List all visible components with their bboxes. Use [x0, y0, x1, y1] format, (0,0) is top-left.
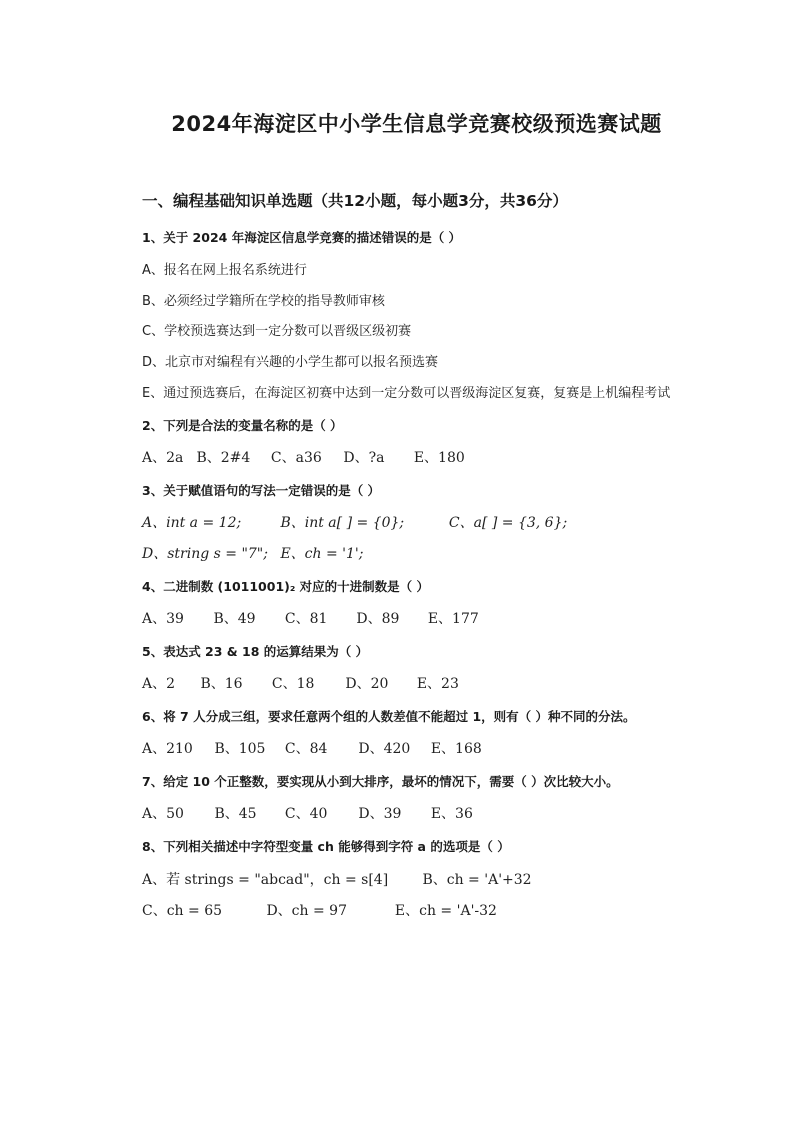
question-3-option-e: E、ch = '1'; — [280, 546, 364, 562]
question-4-options — [142, 608, 498, 628]
question-2-options — [142, 447, 474, 467]
question-8-options-row-2 — [142, 900, 515, 920]
question-4-option-e: E、177 — [427, 611, 479, 627]
question-7-stem: 7、给定 10 个正整数，要实现从小到大排序，最坏的情况下，需要（ ）次比较大小。 — [142, 774, 619, 789]
question-2-option-d: D、?a — [343, 450, 385, 466]
question-7-options — [142, 803, 491, 823]
question-1-stem: 1、关于 2024 年海淀区信息学竞赛的描述错误的是（ ） — [142, 230, 462, 245]
question-3-options-row-1 — [142, 512, 579, 532]
question-8-option-e: E、ch = 'A'-32 — [394, 903, 497, 919]
question-8-option-d: D、ch = 97 — [266, 903, 347, 919]
question-5-option-d: D、20 — [345, 676, 389, 692]
question-2-option-e: E、180 — [413, 450, 465, 466]
question-6-option-d: D、420 — [358, 741, 411, 757]
question-3-stem: 3、关于赋值语句的写法一定错误的是（ ） — [142, 483, 381, 498]
question-5-option-e: E、23 — [416, 676, 459, 692]
question-8-option-a: A、若 strings = "abcad"，ch = s[4] — [142, 872, 389, 888]
question-5-stem: 5、表达式 23 & 18 的运算结果为（ ） — [142, 644, 369, 659]
section-title: 一、编程基础知识单选题（共12小题，每小题3分，共36分） — [142, 192, 568, 210]
question-7-option-b: B、45 — [214, 806, 257, 822]
question-8-stem: 8、下列相关描述中字符型变量 ch 能够得到字符 a 的选项是（ ） — [142, 839, 510, 854]
question-3-option-b: B、int a[ ] = {0}; — [280, 515, 405, 531]
question-7-option-d: D、39 — [358, 806, 402, 822]
page-title: 2024年海淀区中小学生信息学竞赛校级预选赛试题 — [171, 112, 662, 136]
question-4-option-a: A、39 — [142, 611, 184, 627]
question-6-option-a: A、210 — [142, 741, 193, 757]
question-5-option-b: B、16 — [200, 676, 243, 692]
question-6-option-e: E、168 — [430, 741, 482, 757]
question-3-option-c: C、a[ ] = {3, 6}; — [448, 515, 568, 531]
question-2-stem: 2、下列是合法的变量名称的是（ ） — [142, 418, 343, 433]
question-4-option-b: B、49 — [213, 611, 256, 627]
question-3-options-row-2 — [142, 543, 400, 563]
question-6-stem: 6、将 7 人分成三组，要求任意两个组的人数差值不能超过 1，则有（ ）种不同的分法。 — [142, 709, 636, 724]
question-4-option-c: C、81 — [284, 611, 328, 627]
question-2-option-b: B、2#4 — [196, 450, 251, 466]
question-8-options-row-1 — [142, 869, 552, 889]
question-1-option-d: D、北京市对编程有兴趣的小学生都可以报名预选赛 — [142, 355, 439, 370]
question-6-option-c: C、84 — [284, 741, 328, 757]
question-5-options — [142, 673, 477, 693]
question-7-option-e: E、36 — [430, 806, 473, 822]
question-4-option-d: D、89 — [356, 611, 400, 627]
question-4-stem: 4、二进制数 (1011001)₂ 对应的十进制数是（ ） — [142, 579, 430, 594]
question-5-option-c: C、18 — [271, 676, 315, 692]
question-1-option-c: C、学校预选赛达到一定分数可以晋级区级初赛 — [142, 324, 412, 339]
question-8-option-c: C、ch = 65 — [142, 903, 223, 919]
question-2-option-a: A、2a — [142, 450, 184, 466]
question-7-option-a: A、50 — [142, 806, 184, 822]
question-1-option-e: E、通过预选赛后，在海淀区初赛中达到一定分数可以晋级海淀区复赛，复赛是上机编程考试 — [142, 386, 671, 401]
question-7-option-c: C、40 — [284, 806, 328, 822]
question-2-option-c: C、a36 — [270, 450, 322, 466]
question-3-option-a: A、int a = 12; — [142, 515, 242, 531]
question-5-option-a: A、2 — [142, 676, 176, 692]
question-6-option-b: B、105 — [214, 741, 266, 757]
question-3-option-d: D、string s = "7"; — [142, 546, 268, 562]
question-1-option-a: A、报名在网上报名系统进行 — [142, 263, 307, 278]
question-8-option-b: B、ch = 'A'+32 — [422, 872, 532, 888]
question-1-option-b: B、必须经过学籍所在学校的指导教师审核 — [142, 294, 385, 309]
question-6-options — [142, 738, 501, 758]
